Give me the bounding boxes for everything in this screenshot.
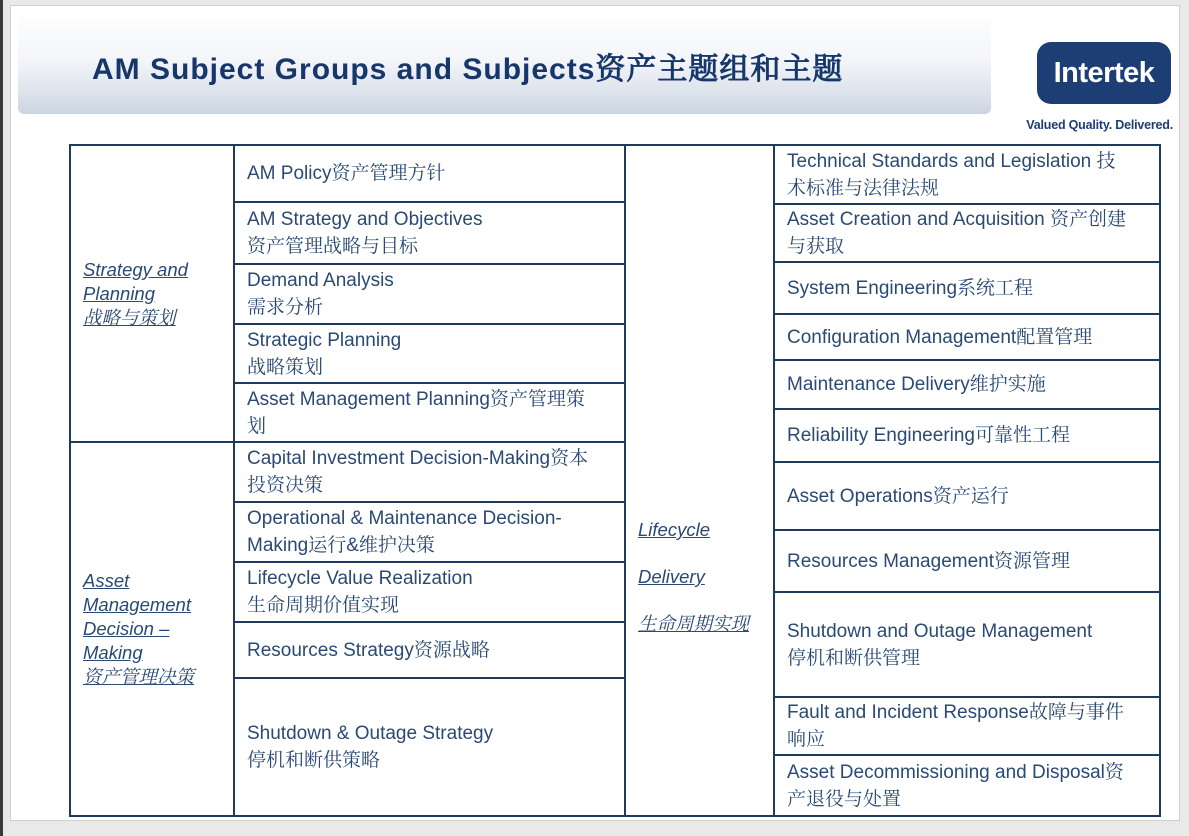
subject-cell-reliability-engineering: Reliability Engineering可靠性工程 [775, 410, 1159, 463]
intertek-logo-text: Intertek [1053, 56, 1155, 89]
subject-cell-shutdown-outage-strategy: Shutdown & Outage Strategy 停机和断供策略 [235, 679, 626, 815]
table-right-half [626, 146, 1159, 815]
subject-cell-asset-management-planning: Asset Management Planning资产管理策 划 [235, 384, 626, 443]
intertek-logo [1037, 42, 1171, 104]
intertek-tagline: Valued Quality. Delivered. [1026, 118, 1173, 132]
subject-cell-am-policy: AM Policy资产管理方针 [235, 146, 626, 203]
subject-cell-fault-and-incident-response: Fault and Incident Response故障与事件 响应 [775, 698, 1159, 756]
subject-groups-table [69, 144, 1161, 817]
subject-cell-resources-strategy: Resources Strategy资源战略 [235, 623, 626, 679]
subject-cell-asset-creation-and-acquisition: Asset Creation and Acquisition 资产创建 与获取 [775, 205, 1159, 263]
screenshot-edge-strip [0, 0, 3, 836]
subject-cell-demand-analysis: Demand Analysis 需求分析 [235, 265, 626, 325]
subject-cell-capital-investment-decision-making: Capital Investment Decision-Making资本 投资决策 [235, 443, 626, 503]
slide [10, 5, 1180, 821]
subject-cell-strategic-planning: Strategic Planning 战略策划 [235, 325, 626, 384]
subject-cell-lifecycle-value-realization: Lifecycle Value Realization 生命周期价值实现 [235, 563, 626, 623]
page-title: AM Subject Groups and Subjects资产主题组和主题 [92, 52, 844, 86]
subject-cell-operational-maintenance-decision-making: Operational & Maintenance Decision- Making运行&维护决策 [235, 503, 626, 563]
subject-cell-asset-operations: Asset Operations资产运行 [775, 463, 1159, 531]
group-cell-lifecycle-delivery: Lifecycle Delivery 生命周期实现 [626, 146, 775, 815]
group-cell-strategy-and-planning: Strategy and Planning 战略与策划 [71, 146, 235, 443]
subject-cell-shutdown-and-outage-management: Shutdown and Outage Management 停机和断供管理 [775, 593, 1159, 698]
group-cell-asset-management-decision-making: Asset Management Decision – Making 资产管理决策 [71, 443, 235, 815]
table-left-half [71, 146, 626, 815]
title-band [18, 17, 991, 114]
subject-cell-maintenance-delivery: Maintenance Delivery维护实施 [775, 361, 1159, 410]
subject-cell-asset-decommissioning-and-disposal: Asset Decommissioning and Disposal资 产退役与处置 [787, 761, 1124, 810]
subject-cell-am-strategy-and-objectives: AM Strategy and Objectives 资产管理战略与目标 [235, 203, 626, 265]
subject-cell-configuration-management: Configuration Management配置管理 [775, 315, 1159, 361]
subject-cell-system-engineering: System Engineering系统工程 [775, 263, 1159, 315]
subject-cell-resources-management: Resources Management资源管理 [775, 531, 1159, 593]
subject-cell-technical-standards-and-legislation: Technical Standards and Legislation 技 术标准与法律法规 [775, 146, 1159, 205]
